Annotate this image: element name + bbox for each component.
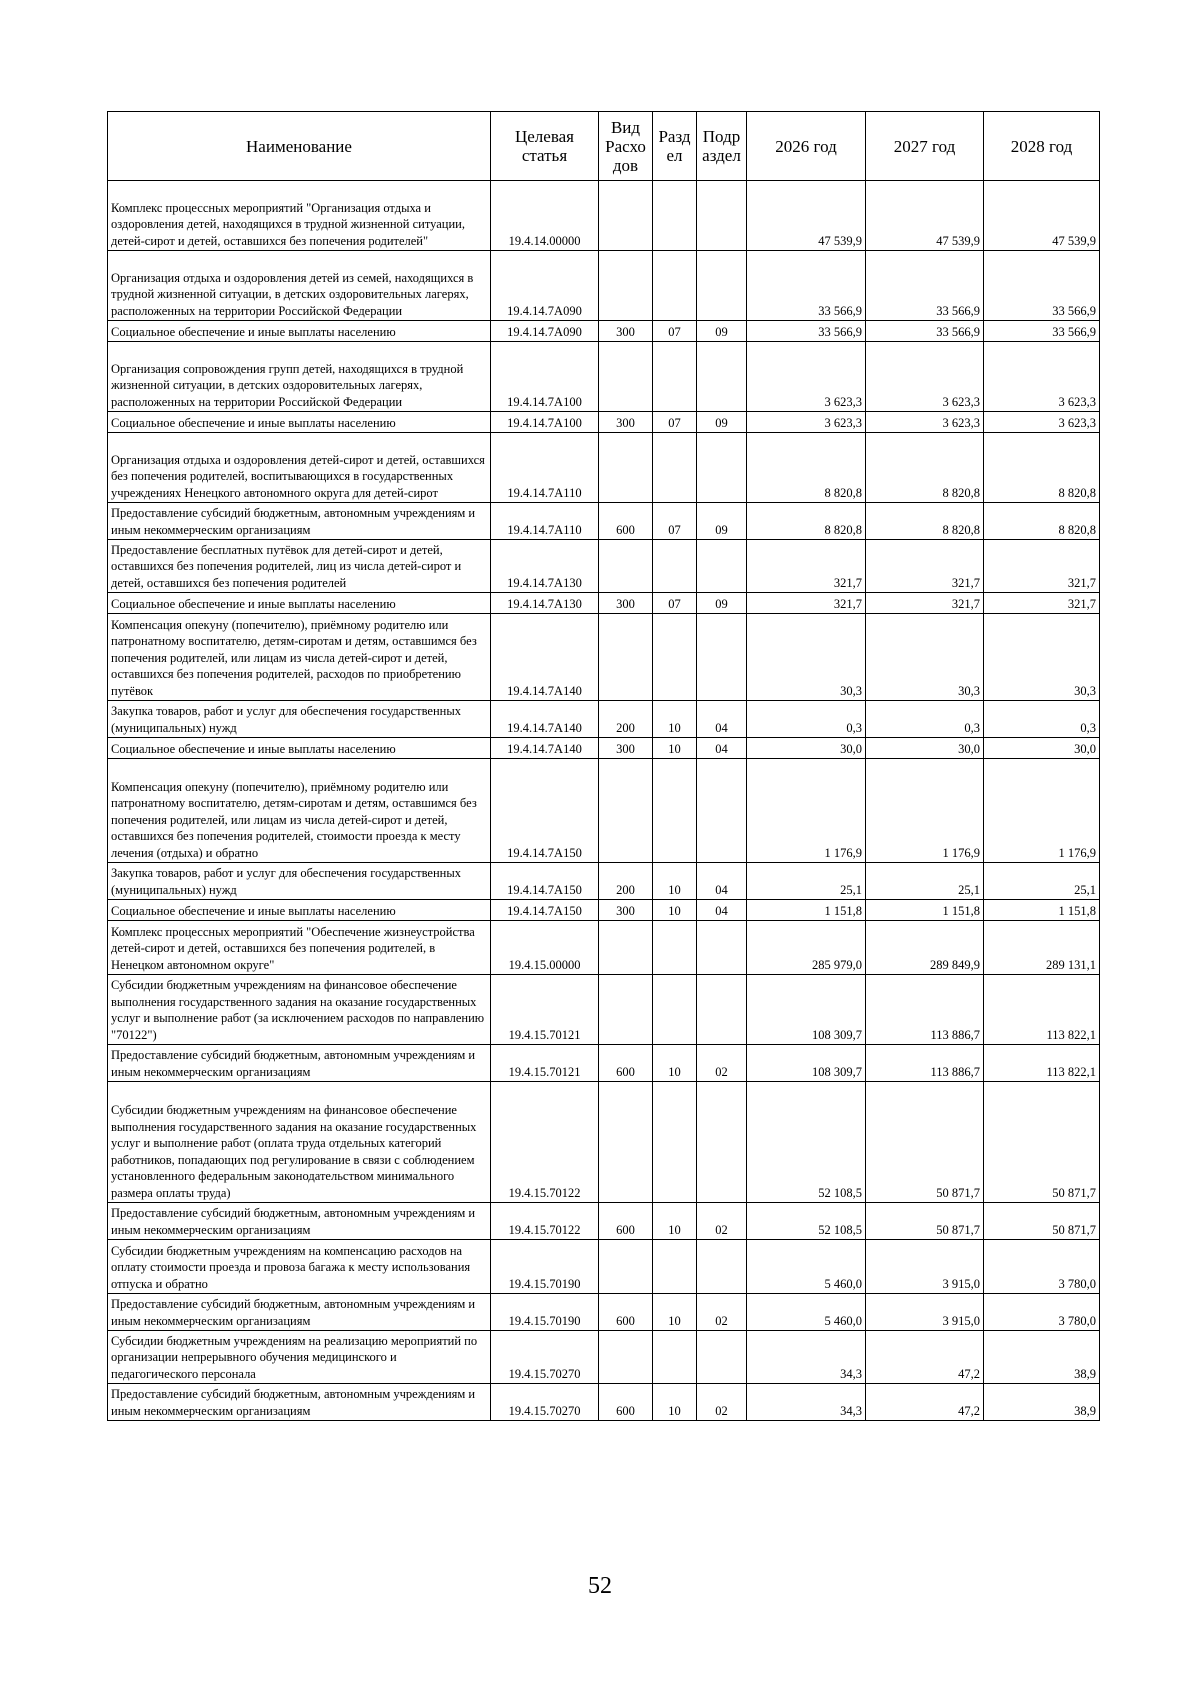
cell-year-2028: 289 131,1	[984, 921, 1100, 975]
cell-year-2026: 3 623,3	[747, 342, 866, 412]
cell-subsection	[697, 540, 747, 593]
cell-name: Комплекс процессных мероприятий "Обеспечение жизнеустройства детей-сирот и детей, оставшихся без попечения родителей, в Ненецком автономном округе"	[108, 921, 491, 975]
cell-year-2028: 30,3	[984, 614, 1100, 701]
cell-year-2028: 38,9	[984, 1331, 1100, 1384]
header-year-2028: 2028 год	[984, 112, 1100, 181]
cell-expense-type	[599, 921, 653, 975]
cell-target-article: 19.4.14.7А090	[491, 251, 599, 321]
cell-expense-type: 600	[599, 1203, 653, 1240]
cell-year-2028: 3 780,0	[984, 1240, 1100, 1294]
table-header-row	[108, 112, 1100, 181]
cell-year-2028: 38,9	[984, 1384, 1100, 1421]
cell-year-2027: 30,3	[866, 614, 984, 701]
cell-subsection	[697, 251, 747, 321]
cell-name: Социальное обеспечение и иные выплаты населению	[108, 900, 491, 921]
cell-name: Субсидии бюджетным учреждениям на реализацию мероприятий по организации непрерывного обучения медицинского и педагогического персонала	[108, 1331, 491, 1384]
cell-target-article: 19.4.14.7А140	[491, 614, 599, 701]
cell-target-article: 19.4.14.7А110	[491, 503, 599, 540]
cell-year-2028: 33 566,9	[984, 251, 1100, 321]
cell-name: Социальное обеспечение и иные выплаты населению	[108, 738, 491, 759]
cell-year-2027: 321,7	[866, 593, 984, 614]
page-number: 52	[588, 1573, 612, 1599]
cell-year-2028: 8 820,8	[984, 433, 1100, 503]
cell-year-2027: 30,0	[866, 738, 984, 759]
cell-year-2027: 289 849,9	[866, 921, 984, 975]
cell-year-2027: 3 915,0	[866, 1294, 984, 1331]
table-row	[108, 251, 1100, 321]
cell-year-2026: 3 623,3	[747, 412, 866, 433]
cell-year-2027: 50 871,7	[866, 1203, 984, 1240]
cell-expense-type	[599, 759, 653, 863]
cell-year-2026: 5 460,0	[747, 1240, 866, 1294]
cell-expense-type: 300	[599, 412, 653, 433]
cell-subsection: 04	[697, 701, 747, 738]
cell-year-2026: 33 566,9	[747, 321, 866, 342]
cell-section	[653, 614, 697, 701]
cell-year-2028: 3 623,3	[984, 412, 1100, 433]
cell-year-2028: 47 539,9	[984, 181, 1100, 251]
cell-year-2027: 33 566,9	[866, 321, 984, 342]
cell-section	[653, 975, 697, 1045]
cell-target-article: 19.4.14.7А150	[491, 759, 599, 863]
cell-name: Социальное обеспечение и иные выплаты населению	[108, 321, 491, 342]
table-row	[108, 540, 1100, 593]
header-name: Наименование	[108, 112, 491, 181]
cell-section: 10	[653, 701, 697, 738]
cell-expense-type: 200	[599, 863, 653, 900]
cell-expense-type	[599, 181, 653, 251]
cell-section	[653, 181, 697, 251]
cell-name: Компенсация опекуну (попечителю), приёмному родителю или патронатному воспитателю, детям-сиротам и детям, оставшимся без попечения родителей, или лицам из числа детей-сирот и детей, оставшихся без попечения родителей, расходов по приобретению путёвок	[108, 614, 491, 701]
cell-expense-type	[599, 1331, 653, 1384]
cell-year-2026: 30,0	[747, 738, 866, 759]
cell-expense-type: 200	[599, 701, 653, 738]
cell-subsection: 04	[697, 863, 747, 900]
table-row	[108, 921, 1100, 975]
cell-expense-type: 300	[599, 593, 653, 614]
cell-expense-type	[599, 1240, 653, 1294]
table-row	[108, 738, 1100, 759]
cell-year-2028: 50 871,7	[984, 1082, 1100, 1203]
cell-subsection	[697, 181, 747, 251]
cell-year-2028: 30,0	[984, 738, 1100, 759]
cell-subsection	[697, 1082, 747, 1203]
cell-section	[653, 342, 697, 412]
header-target-article: Целевая статья	[491, 112, 599, 181]
cell-year-2027: 33 566,9	[866, 251, 984, 321]
cell-expense-type: 600	[599, 503, 653, 540]
cell-year-2027: 47,2	[866, 1331, 984, 1384]
cell-year-2026: 1 176,9	[747, 759, 866, 863]
cell-year-2027: 50 871,7	[866, 1082, 984, 1203]
cell-subsection	[697, 1240, 747, 1294]
cell-year-2027: 47,2	[866, 1384, 984, 1421]
cell-section: 10	[653, 1384, 697, 1421]
cell-year-2026: 25,1	[747, 863, 866, 900]
cell-section: 10	[653, 1294, 697, 1331]
cell-target-article: 19.4.14.7А140	[491, 701, 599, 738]
cell-section: 10	[653, 900, 697, 921]
cell-year-2028: 33 566,9	[984, 321, 1100, 342]
cell-subsection: 02	[697, 1384, 747, 1421]
cell-subsection	[697, 614, 747, 701]
cell-section	[653, 1240, 697, 1294]
cell-name: Субсидии бюджетным учреждениям на компенсацию расходов на оплату стоимости проезда и провоза багажа к месту использования отпуска и обратно	[108, 1240, 491, 1294]
table-row	[108, 1240, 1100, 1294]
cell-expense-type: 300	[599, 321, 653, 342]
cell-name: Организация отдыха и оздоровления детей из семей, находящихся в трудной жизненной ситуации, в детских оздоровительных лагерях, расположенных на территории Российской Федерации	[108, 251, 491, 321]
cell-target-article: 19.4.14.7А150	[491, 863, 599, 900]
cell-expense-type	[599, 251, 653, 321]
cell-section: 10	[653, 1045, 697, 1082]
cell-year-2027: 3 623,3	[866, 412, 984, 433]
cell-year-2026: 8 820,8	[747, 433, 866, 503]
cell-year-2026: 5 460,0	[747, 1294, 866, 1331]
cell-subsection	[697, 975, 747, 1045]
cell-section	[653, 433, 697, 503]
header-expense-type: Вид Расхо дов	[599, 112, 653, 181]
cell-name: Социальное обеспечение и иные выплаты населению	[108, 593, 491, 614]
cell-subsection: 02	[697, 1203, 747, 1240]
cell-section: 07	[653, 412, 697, 433]
cell-year-2027: 321,7	[866, 540, 984, 593]
cell-year-2028: 3 623,3	[984, 342, 1100, 412]
cell-name: Предоставление субсидий бюджетным, автономным учреждениям и иным некоммерческим организациям	[108, 1384, 491, 1421]
cell-year-2026: 108 309,7	[747, 975, 866, 1045]
cell-year-2026: 34,3	[747, 1384, 866, 1421]
cell-year-2026: 8 820,8	[747, 503, 866, 540]
cell-year-2026: 52 108,5	[747, 1082, 866, 1203]
cell-year-2028: 3 780,0	[984, 1294, 1100, 1331]
cell-year-2027: 1 151,8	[866, 900, 984, 921]
header-year-2026: 2026 год	[747, 112, 866, 181]
cell-expense-type: 600	[599, 1294, 653, 1331]
cell-section: 07	[653, 503, 697, 540]
cell-subsection: 02	[697, 1294, 747, 1331]
cell-year-2027: 3 623,3	[866, 342, 984, 412]
cell-year-2026: 34,3	[747, 1331, 866, 1384]
cell-year-2026: 285 979,0	[747, 921, 866, 975]
cell-year-2027: 0,3	[866, 701, 984, 738]
cell-section: 10	[653, 1203, 697, 1240]
cell-expense-type: 600	[599, 1045, 653, 1082]
cell-subsection: 04	[697, 738, 747, 759]
cell-target-article: 19.4.15.70270	[491, 1331, 599, 1384]
cell-name: Субсидии бюджетным учреждениям на финансовое обеспечение выполнения государственного задания на оказание государственных услуг и выполнение работ (за исключением расходов по направлению "70122")	[108, 975, 491, 1045]
cell-name: Социальное обеспечение и иные выплаты населению	[108, 412, 491, 433]
cell-year-2027: 47 539,9	[866, 181, 984, 251]
cell-year-2028: 25,1	[984, 863, 1100, 900]
cell-target-article: 19.4.14.7А150	[491, 900, 599, 921]
table-row	[108, 1045, 1100, 1082]
cell-target-article: 19.4.14.7А100	[491, 412, 599, 433]
cell-year-2028: 50 871,7	[984, 1203, 1100, 1240]
cell-year-2026: 108 309,7	[747, 1045, 866, 1082]
cell-target-article: 19.4.15.00000	[491, 921, 599, 975]
cell-expense-type	[599, 1082, 653, 1203]
cell-target-article: 19.4.15.70190	[491, 1294, 599, 1331]
cell-subsection: 04	[697, 900, 747, 921]
cell-target-article: 19.4.15.70121	[491, 1045, 599, 1082]
table-row	[108, 900, 1100, 921]
cell-subsection: 02	[697, 1045, 747, 1082]
cell-subsection: 09	[697, 412, 747, 433]
cell-name: Организация отдыха и оздоровления детей-сирот и детей, оставшихся без попечения родителей, воспитывающихся в государственных учреждениях Ненецкого автономного округа для детей-сирот	[108, 433, 491, 503]
cell-target-article: 19.4.14.7А140	[491, 738, 599, 759]
cell-section	[653, 1331, 697, 1384]
table-body	[108, 181, 1100, 1421]
cell-name: Закупка товаров, работ и услуг для обеспечения государственных (муниципальных) нужд	[108, 863, 491, 900]
table-row	[108, 593, 1100, 614]
table-row	[108, 614, 1100, 701]
cell-year-2026: 47 539,9	[747, 181, 866, 251]
cell-section	[653, 540, 697, 593]
cell-year-2027: 8 820,8	[866, 433, 984, 503]
cell-year-2028: 1 151,8	[984, 900, 1100, 921]
cell-section: 07	[653, 321, 697, 342]
cell-target-article: 19.4.14.7А110	[491, 433, 599, 503]
cell-name: Комплекс процессных мероприятий "Организация отдыха и оздоровления детей, находящихся в трудной жизненной ситуации, детей-сирот и детей, оставшихся без попечения родителей"	[108, 181, 491, 251]
cell-expense-type	[599, 540, 653, 593]
table-row	[108, 759, 1100, 863]
cell-section: 10	[653, 738, 697, 759]
budget-table-container	[107, 111, 1099, 1421]
header-year-2027: 2027 год	[866, 112, 984, 181]
cell-target-article: 19.4.15.70190	[491, 1240, 599, 1294]
header-section: Разд ел	[653, 112, 697, 181]
cell-name: Предоставление субсидий бюджетным, автономным учреждениям и иным некоммерческим организациям	[108, 1294, 491, 1331]
cell-year-2028: 321,7	[984, 593, 1100, 614]
cell-year-2027: 113 886,7	[866, 975, 984, 1045]
cell-subsection	[697, 342, 747, 412]
cell-subsection: 09	[697, 503, 747, 540]
cell-section	[653, 251, 697, 321]
cell-target-article: 19.4.15.70122	[491, 1203, 599, 1240]
cell-name: Предоставление субсидий бюджетным, автономным учреждениям и иным некоммерческим организациям	[108, 503, 491, 540]
table-row	[108, 503, 1100, 540]
cell-year-2026: 52 108,5	[747, 1203, 866, 1240]
table-row	[108, 1331, 1100, 1384]
table-row	[108, 412, 1100, 433]
cell-target-article: 19.4.15.70270	[491, 1384, 599, 1421]
cell-section: 10	[653, 863, 697, 900]
cell-year-2026: 1 151,8	[747, 900, 866, 921]
cell-year-2026: 0,3	[747, 701, 866, 738]
table-row	[108, 181, 1100, 251]
cell-expense-type: 300	[599, 900, 653, 921]
cell-year-2028: 113 822,1	[984, 1045, 1100, 1082]
table-row	[108, 1082, 1100, 1203]
cell-subsection	[697, 1331, 747, 1384]
cell-year-2028: 0,3	[984, 701, 1100, 738]
cell-year-2027: 113 886,7	[866, 1045, 984, 1082]
cell-target-article: 19.4.14.7А130	[491, 593, 599, 614]
cell-expense-type	[599, 342, 653, 412]
cell-target-article: 19.4.14.7А100	[491, 342, 599, 412]
cell-name: Предоставление субсидий бюджетным, автономным учреждениям и иным некоммерческим организациям	[108, 1045, 491, 1082]
header-subsection: Подр аздел	[697, 112, 747, 181]
cell-name: Предоставление субсидий бюджетным, автономным учреждениям и иным некоммерческим организациям	[108, 1203, 491, 1240]
cell-subsection	[697, 921, 747, 975]
cell-year-2028: 321,7	[984, 540, 1100, 593]
cell-section	[653, 759, 697, 863]
cell-year-2027: 8 820,8	[866, 503, 984, 540]
cell-year-2028: 113 822,1	[984, 975, 1100, 1045]
cell-subsection: 09	[697, 593, 747, 614]
cell-year-2028: 1 176,9	[984, 759, 1100, 863]
cell-subsection: 09	[697, 321, 747, 342]
table-row	[108, 321, 1100, 342]
cell-expense-type	[599, 614, 653, 701]
cell-name: Закупка товаров, работ и услуг для обеспечения государственных (муниципальных) нужд	[108, 701, 491, 738]
cell-year-2026: 321,7	[747, 540, 866, 593]
cell-expense-type: 600	[599, 1384, 653, 1421]
cell-year-2027: 3 915,0	[866, 1240, 984, 1294]
cell-section	[653, 1082, 697, 1203]
cell-year-2027: 25,1	[866, 863, 984, 900]
budget-table	[107, 111, 1100, 1421]
table-row	[108, 1203, 1100, 1240]
cell-target-article: 19.4.14.7А130	[491, 540, 599, 593]
cell-section: 07	[653, 593, 697, 614]
cell-expense-type	[599, 433, 653, 503]
cell-target-article: 19.4.14.7А090	[491, 321, 599, 342]
cell-year-2026: 33 566,9	[747, 251, 866, 321]
cell-year-2027: 1 176,9	[866, 759, 984, 863]
table-row	[108, 701, 1100, 738]
cell-target-article: 19.4.14.00000	[491, 181, 599, 251]
cell-name: Компенсация опекуну (попечителю), приёмному родителю или патронатному воспитателю, детям-сиротам и детям, оставшимся без попечения родителей, или лицам из числа детей-сирот и детей, оставшихся без попечения родителей, стоимости проезда к месту лечения (отдыха) и обратно	[108, 759, 491, 863]
cell-section	[653, 921, 697, 975]
cell-target-article: 19.4.15.70121	[491, 975, 599, 1045]
cell-year-2026: 321,7	[747, 593, 866, 614]
cell-subsection	[697, 759, 747, 863]
cell-expense-type	[599, 975, 653, 1045]
cell-name: Субсидии бюджетным учреждениям на финансовое обеспечение выполнения государственного задания на оказание государственных услуг и выполнение работ (оплата труда отдельных категорий работников, попадающих под регулирование в связи с соблюдением установленного федеральным законодательством минимального размера оплаты труда)	[108, 1082, 491, 1203]
table-row	[108, 342, 1100, 412]
cell-year-2026: 30,3	[747, 614, 866, 701]
table-row	[108, 1294, 1100, 1331]
table-row	[108, 1384, 1100, 1421]
cell-expense-type: 300	[599, 738, 653, 759]
cell-name: Предоставление бесплатных путёвок для детей-сирот и детей, оставшихся без попечения родителей, лиц из числа детей-сирот и детей, оставшихся без попечения родителей	[108, 540, 491, 593]
table-row	[108, 433, 1100, 503]
cell-target-article: 19.4.15.70122	[491, 1082, 599, 1203]
cell-name: Организация сопровождения групп детей, находящихся в трудной жизненной ситуации, в детских оздоровительных лагерях, расположенных на территории Российской Федерации	[108, 342, 491, 412]
table-row	[108, 863, 1100, 900]
table-row	[108, 975, 1100, 1045]
cell-year-2028: 8 820,8	[984, 503, 1100, 540]
cell-subsection	[697, 433, 747, 503]
